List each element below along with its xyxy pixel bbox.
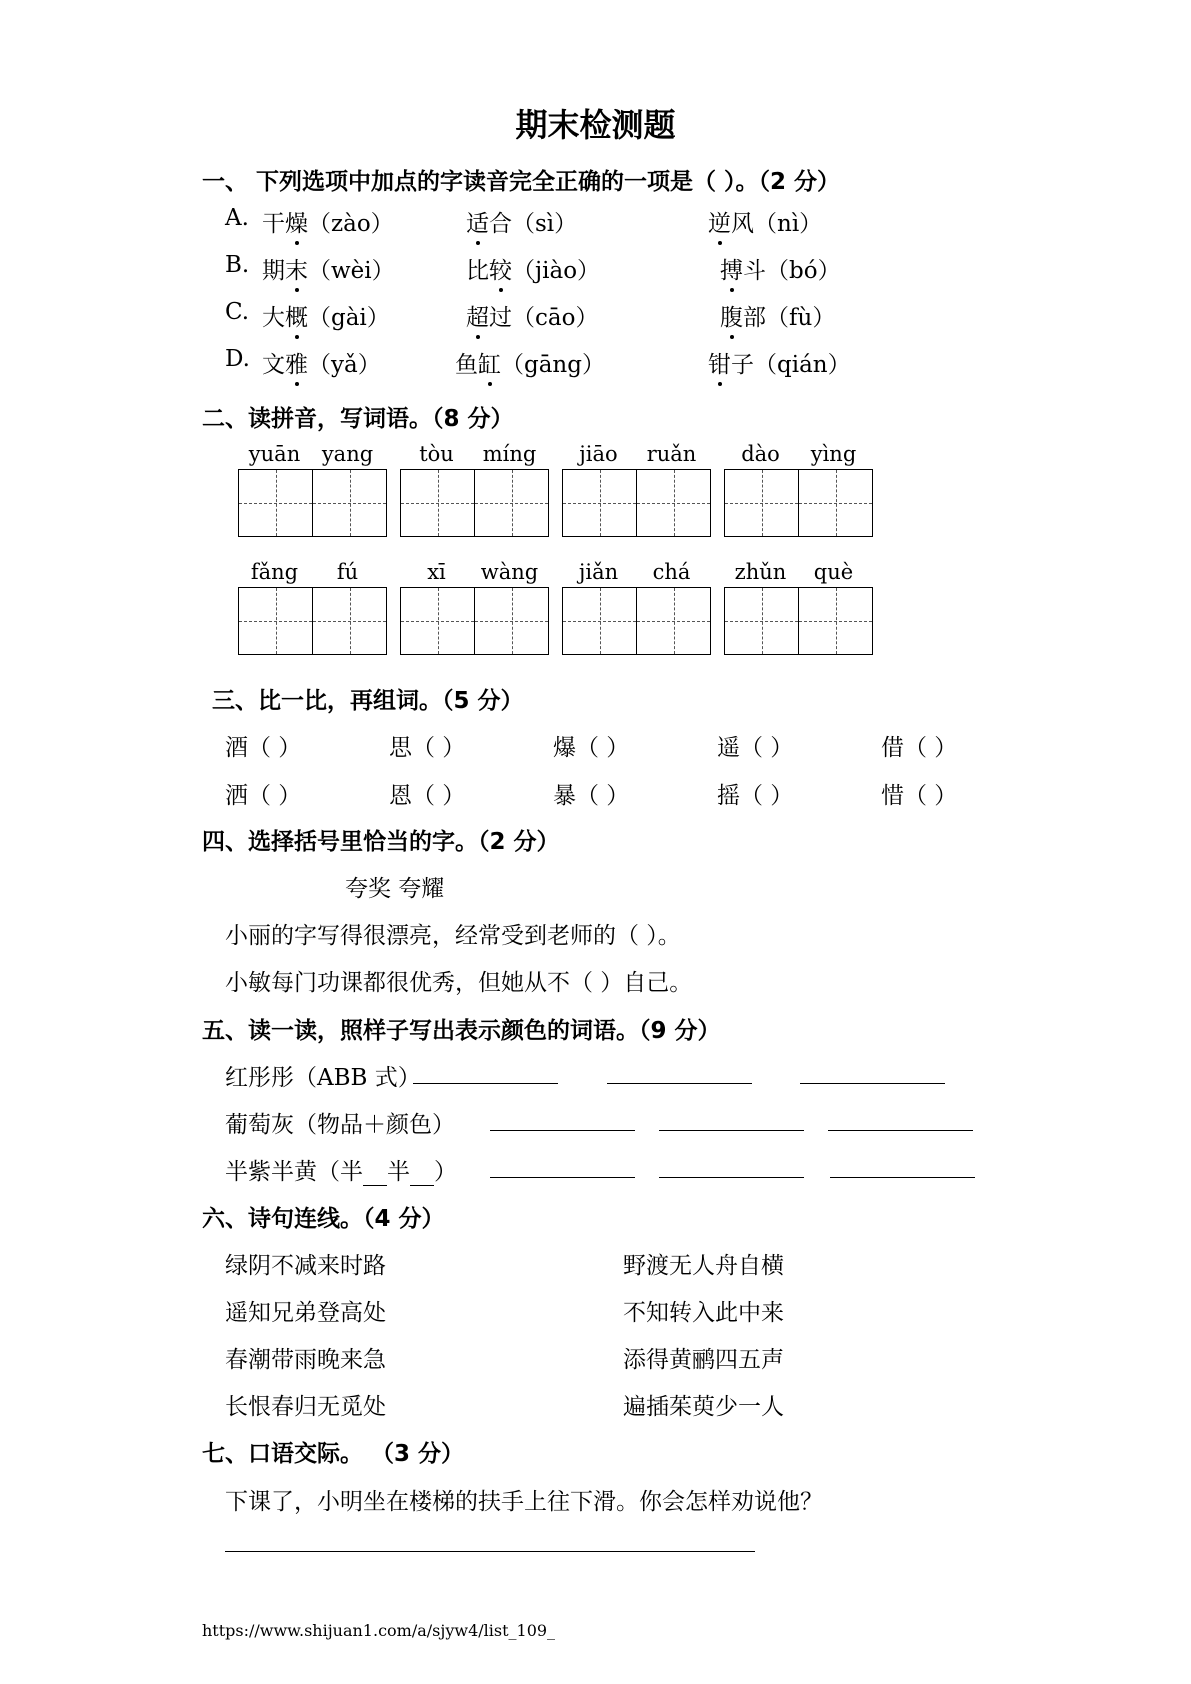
option-word: 期末（wèi） bbox=[262, 252, 395, 285]
q5-answer-line[interactable] bbox=[607, 1083, 752, 1084]
q1-heading: 一、 下列选项中加点的字读音完全正确的一项是（ ）。（2 分） bbox=[202, 169, 841, 195]
q7-answer-line[interactable] bbox=[225, 1551, 755, 1552]
q5-answer-line[interactable] bbox=[828, 1130, 973, 1131]
poem-line-right[interactable]: 野渡无人舟自横 bbox=[623, 1253, 784, 1279]
option-word: 文雅（yǎ） bbox=[262, 346, 381, 379]
q2-heading: 二、读拼音，写词语。（8 分） bbox=[202, 406, 514, 432]
writing-grid[interactable] bbox=[238, 469, 387, 537]
grid-cell[interactable] bbox=[313, 470, 386, 536]
writing-grid[interactable] bbox=[562, 469, 711, 537]
grid-cell[interactable] bbox=[637, 470, 710, 536]
poem-line-right[interactable]: 不知转入此中来 bbox=[623, 1300, 784, 1326]
grid-cell[interactable] bbox=[475, 588, 548, 654]
option-label: C. bbox=[225, 299, 250, 325]
grid-cell[interactable] bbox=[799, 588, 872, 654]
writing-grid[interactable] bbox=[400, 469, 549, 537]
grid-cell[interactable] bbox=[475, 470, 548, 536]
q7-heading: 七、口语交际。 （3 分） bbox=[202, 1441, 465, 1467]
q7-prompt: 下课了，小明坐在楼梯的扶手上往下滑。你会怎样劝说他？ bbox=[225, 1489, 823, 1515]
page-title: 期末检测题 bbox=[515, 106, 676, 144]
footer-url[interactable]: https://www.shijuan1.com/a/sjyw4/list_109_ bbox=[202, 1621, 556, 1640]
grid-cell[interactable] bbox=[799, 470, 872, 536]
pinyin-label: chá bbox=[652, 560, 691, 584]
pinyin-label: zhǔn bbox=[734, 560, 787, 584]
q5-heading: 五、读一读，照样子写出表示颜色的词语。（9 分） bbox=[202, 1018, 721, 1044]
writing-grid[interactable] bbox=[238, 587, 387, 655]
grid-cell[interactable] bbox=[239, 470, 313, 536]
poem-line-right[interactable]: 添得黄鹂四五声 bbox=[623, 1347, 784, 1373]
pinyin-label: yuān bbox=[248, 442, 301, 466]
q5-answer-line[interactable] bbox=[490, 1177, 635, 1178]
compare-item: 暴（ ） bbox=[553, 783, 630, 809]
grid-cell[interactable] bbox=[239, 588, 313, 654]
q5-line-1-label: 红彤彤（ABB 式） bbox=[225, 1065, 421, 1091]
compare-item: 摇（ ） bbox=[717, 783, 794, 809]
option-word: 搏斗（bó） bbox=[720, 252, 841, 285]
pinyin-label: què bbox=[813, 560, 854, 584]
option-label: B. bbox=[225, 252, 250, 278]
grid-cell[interactable] bbox=[725, 588, 799, 654]
pinyin-label: yìng bbox=[810, 442, 857, 466]
option-label: D. bbox=[225, 346, 250, 372]
option-word: 超过（cāo） bbox=[466, 299, 598, 332]
option-label: A. bbox=[225, 205, 249, 231]
writing-grid[interactable] bbox=[724, 587, 873, 655]
compare-item: 遥（ ） bbox=[717, 735, 794, 761]
pinyin-label: fú bbox=[336, 560, 359, 584]
writing-grid[interactable] bbox=[400, 587, 549, 655]
option-word: 鱼缸（gāng） bbox=[455, 346, 605, 379]
q4-sentence-2: 小敏每门功课都很优秀，但她从不（ ）自己。 bbox=[225, 970, 693, 996]
q5-answer-line[interactable] bbox=[659, 1177, 804, 1178]
poem-line-left[interactable]: 遥知兄弟登高处 bbox=[225, 1300, 386, 1326]
q4-heading: 四、选择括号里恰当的字。（2 分） bbox=[202, 829, 560, 855]
option-word: 腹部（fù） bbox=[720, 299, 835, 332]
writing-grid[interactable] bbox=[724, 469, 873, 537]
pinyin-label: jiāo bbox=[579, 442, 618, 466]
grid-cell[interactable] bbox=[725, 470, 799, 536]
pinyin-label: xī bbox=[427, 560, 446, 584]
grid-cell[interactable] bbox=[563, 470, 637, 536]
compare-item: 恩（ ） bbox=[389, 783, 466, 809]
compare-item: 借（ ） bbox=[881, 735, 958, 761]
q5-line-3-label: 半紫半黄（半 半 ） bbox=[225, 1159, 457, 1185]
q4-sentence-1: 小丽的字写得很漂亮，经常受到老师的（ ）。 bbox=[225, 923, 681, 949]
q5-answer-line[interactable] bbox=[413, 1083, 558, 1084]
grid-cell[interactable] bbox=[313, 588, 386, 654]
poem-line-left[interactable]: 春潮带雨晚来急 bbox=[225, 1347, 386, 1373]
compare-item: 爆（ ） bbox=[553, 735, 630, 761]
grid-cell[interactable] bbox=[637, 588, 710, 654]
q5-answer-line[interactable] bbox=[659, 1130, 804, 1131]
writing-grid[interactable] bbox=[562, 587, 711, 655]
poem-line-left[interactable]: 长恨春归无觅处 bbox=[225, 1394, 386, 1420]
q5-answer-line[interactable] bbox=[490, 1130, 635, 1131]
compare-item: 酒（ ） bbox=[225, 735, 302, 761]
q5-line-2-label: 葡萄灰（物品＋颜色） bbox=[225, 1112, 455, 1138]
option-word: 干燥（zào） bbox=[262, 205, 394, 238]
q5-answer-line[interactable] bbox=[800, 1083, 945, 1084]
option-word: 比较（jiào） bbox=[466, 252, 600, 285]
pinyin-label: dào bbox=[741, 442, 780, 466]
pinyin-label: tòu bbox=[419, 442, 454, 466]
grid-cell[interactable] bbox=[563, 588, 637, 654]
compare-item: 洒（ ） bbox=[225, 783, 302, 809]
pinyin-label: yang bbox=[321, 442, 374, 466]
pinyin-label: fǎng bbox=[250, 560, 299, 584]
option-word: 逆风（nì） bbox=[708, 205, 822, 238]
pinyin-label: jiǎn bbox=[578, 560, 619, 584]
pinyin-label: wàng bbox=[480, 560, 539, 584]
pinyin-label: míng bbox=[482, 442, 537, 466]
q3-heading: 三、比一比，再组词。（5 分） bbox=[212, 688, 524, 714]
poem-line-right[interactable]: 遍插茱萸少一人 bbox=[623, 1394, 784, 1420]
option-word: 大概（gài） bbox=[262, 299, 390, 332]
option-word: 钳子（qián） bbox=[708, 346, 851, 379]
grid-cell[interactable] bbox=[401, 470, 475, 536]
compare-item: 惜（ ） bbox=[881, 783, 958, 809]
q5-answer-line[interactable] bbox=[830, 1177, 975, 1178]
pinyin-label: ruǎn bbox=[646, 442, 697, 466]
poem-line-left[interactable]: 绿阴不减来时路 bbox=[225, 1253, 386, 1279]
compare-item: 思（ ） bbox=[389, 735, 466, 761]
option-word: 适合（sì） bbox=[466, 205, 577, 238]
q6-heading: 六、诗句连线。（4 分） bbox=[202, 1206, 445, 1232]
grid-cell[interactable] bbox=[401, 588, 475, 654]
q4-options: 夸奖 夸耀 bbox=[345, 876, 445, 902]
